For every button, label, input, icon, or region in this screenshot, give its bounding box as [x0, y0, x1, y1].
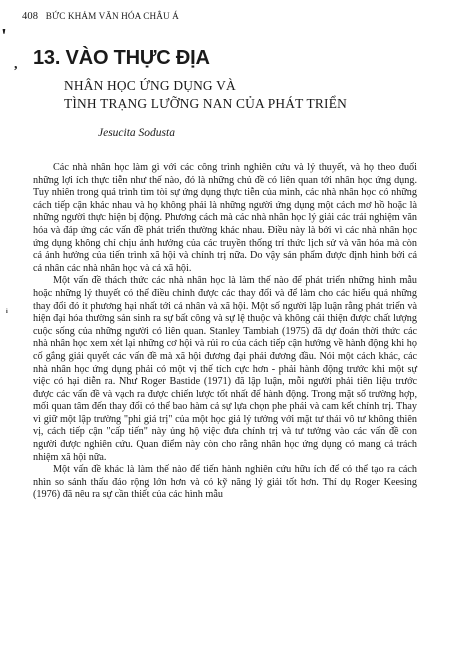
scan-edge-mark: ᵢ — [6, 304, 8, 315]
chapter-subtitle-line-1: NHÂN HỌC ỨNG DỤNG VÀ — [64, 78, 236, 93]
chapter-title: 13. VÀO THỰC ĐỊA — [33, 47, 210, 69]
scan-edge-mark: ꞌ — [2, 27, 6, 42]
scan-edge-mark: , — [14, 57, 18, 72]
chapter-subtitle-line-2: TÌNH TRẠNG LƯỠNG NAN CỦA PHÁT TRIỂN — [64, 96, 347, 111]
paragraph: Các nhà nhân học làm gì với các công trình nghiên cứu và lý thuyết, và họ theo đuổi những lợi ích thực tiễn như thế nào, đó là những chủ đề có liên quan tới nhân học ứng dụng. Tuy nhiên trong quá trình tìm tòi sự ứng dụng thực tiễn của mình, các nhà nhân học có những cách tiếp cận khác nhau và họ không phải là những người ứng dụng một cách mơ hồ hoặc là những người thực hiện bị động. Phương cách mà các nhà nhân học lý giải các trải nghiệm văn hóa và đáp ứng các vấn đề phát triển thường khác nhau. Điều này là bởi vì các nhà nhân học ứng dụng không chỉ chịu ảnh hưởng của các truyền thống trí thức lịch sử và văn hóa mà còn cả ảnh hưởng của tiến trình xã hội và chính trị nữa. Do vậy sản phẩm được định hình bởi cả cá nhân các nhà nhân học và cả xã hội. — [33, 162, 417, 274]
running-title: BỨC KHẢM VĂN HÓA CHÂU Á — [45, 11, 179, 21]
paragraph: Một vấn đề khác là làm thế nào để tiến hành nghiên cứu hữu ích để có thể tạo ra cách nhìn so sánh thấu đáo rộng lớn hơn và có kỹ năng lý giải tốt hơn. Thí dụ Roger Keesing (1976) đã nêu ra sự cần thiết của các hình mẫu — [33, 464, 417, 501]
body-text — [33, 162, 417, 502]
paragraph: Một vấn đề thách thức các nhà nhân học là làm thế nào để phát triển những hình mẫu hoặc những lý thuyết có thể điều chỉnh được các thay đổi và để làm cho các hiểu quả những thay đổi đó ít phương hại nhất tới cá nhân và xã hội. Một số người lập luận rằng phát triển và hiện đại hóa thường sản sinh ra sự bất công và sự lệ thuộc và không cải thiện được chất lượng cuộc sống của những người có liên quan. Stanley Tambiah (1975) đã dự đoán thời thức các nhà nhân học xem xét lại những cơ hội và rủi ro của cách tiếp cận hướng về hành động khi họ cố gắng giải quyết các vấn đề mà xã hội đương đại phải đương đầu. Nói một cách khác, các nhà nhân học ứng dụng phải có một vị thế tích cực hơn - phải hành động trước khi một sự việc có hại diễn ra. Như Roger Bastide (1971) đã lập luận, mỗi người phải tiên liệu trước được các vấn đề và vạch ra được chiến lược tốt nhất để hành động. Trong mặt số trường hợp, mối quan tâm đến thay đổi có thể bao hàm cả sự lựa chọn phe phái và cam kết chính trị. Thay vì giữ một lập trường "phi giá trị" của một học giả lý tưởng với mặt tư thái vô tư không thiên vị, cách tiếp cận "cấp tiến" này ủng hộ việc đưa chính trị và tư tưởng vào các vấn đề con người được nghiên cứu. Quan điểm này còn cho rằng nhân học ứng dụng có mang cả trách nhiệm xã hội nữa. — [33, 275, 417, 463]
page-number: 408 — [22, 11, 39, 22]
author-name: Jesucita Sodusta — [98, 127, 175, 139]
running-header — [22, 11, 179, 22]
